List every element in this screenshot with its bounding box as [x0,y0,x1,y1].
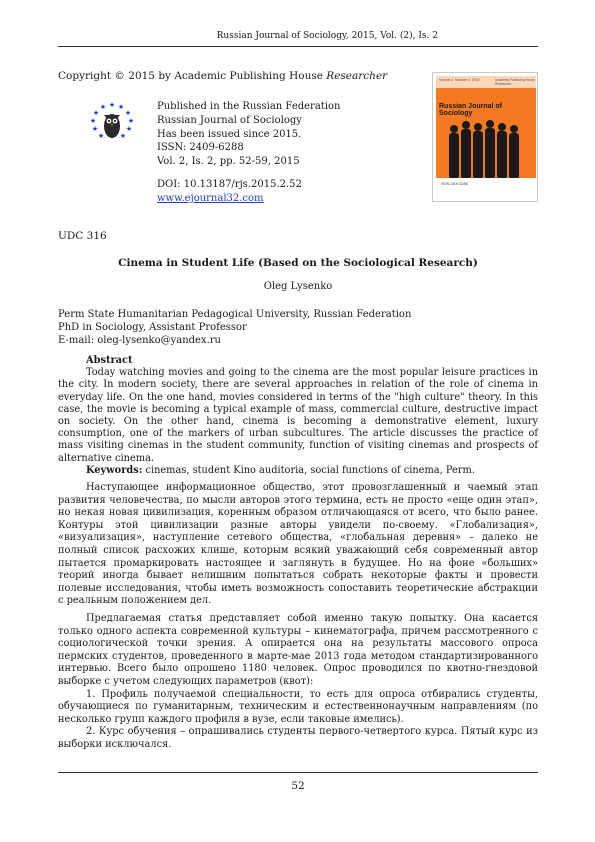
svg-text:★: ★ [124,109,132,117]
svg-text:★: ★ [125,125,133,133]
affiliation-email: E-mail: oleg-lysenko@yandex.ru [58,335,221,346]
copyright-prefix: Copyright © 2015 by Academic Publishing House [58,70,327,82]
pub-line-country: Published in the Russian Federation [157,101,341,112]
udc-code: UDC 316 [58,230,107,242]
cover-publisher: Academic Publishing House Researcher [495,78,535,86]
copyright-line [58,70,387,82]
publisher-logo-icon [88,100,136,144]
affiliation-position: PhD in Sociology, Assistant Professor [58,322,247,333]
body-paragraph: Наступающее информационное общество, этот провозглашенный и чаемый этап развития человечества, по мысли авторов этого термина, есть не просто «еще один этап», но некая новая цивилизация, коренным образом отличающаяся от всего, что было ранее. Контуры этой цивилизации разные авторы увидели по-своему. «Глобализация», «визуализация», наступление сетевого общества, «глобальная деревня» – далеко не полный список расхожих клише, которым всякий уважающий себя современный автор пытается промаркировать настоящее и заглянуть в будущее. Но на фоне «больших» теорий иногда бывает нелишним попытаться собрать некоторые факты и провести полевые исследования, чтобы иметь возможность сопоставить теоретические абстракции с реальным положением дел. [58,482,538,607]
copyright-publisher: Researcher [326,70,388,82]
body-list-item: 1. Профиль получаемой специальности, то есть для опроса отбирались студенты, обучающиеся по гуманитарным, техническим и естественнонаучным направлениям (по несколько групп каждого профиля в вузе, если таковые имелись). [58,688,538,725]
header-rule [58,46,538,47]
svg-text:★: ★ [89,117,97,125]
owl-icon [104,114,120,138]
publication-info [157,100,340,169]
pub-line-journal: Russian Journal of Sociology [157,114,302,126]
svg-text:★: ★ [97,132,105,140]
svg-text:★: ★ [117,103,125,111]
author-affiliation [58,308,411,347]
keywords-text: cinemas, student Kino auditoria, social functions of cinema, Perm. [142,464,475,476]
pub-line-volume: Vol. 2, Is. 2, pp. 52-59, 2015 [157,156,300,168]
affiliation-university: Perm State Humanitarian Pedagogical University, Russian Federation [58,309,412,320]
article-title: Cinema in Student Life (Based on the Sociological Research) [118,257,478,269]
journal-cover-image [432,72,538,202]
abstract-heading: Abstract [86,355,133,366]
running-header: Russian Journal of Sociology, 2015, Vol. (2), Is. 2 [216,31,438,41]
cover-top-line: Volume 2, Number 2, 2015 [439,78,480,82]
svg-text:★: ★ [92,109,100,117]
cover-issn: ISSN 2409-6288 [441,182,468,186]
page-number: 52 [291,780,305,792]
body-paragraph: Предлагаемая статья представляет собой именно такую попытку. Она касается только одного аспекта современной культуры – кинематографа, причем рассмотренного с социологической точки зрения. А опирается она на результаты массового опроса пермских студентов, проведенного в марте-мае 2013 года методом стандартизированного интервью. Всего было опрошено 1180 человек. Опрос проводился по квотно-гнездовой выборке с учетом следующих параметров (квот): [58,612,538,687]
footer-rule [58,772,538,773]
keywords-line [58,465,538,477]
svg-text:★: ★ [108,101,116,109]
abstract-section [58,355,538,477]
pub-line-issued: Has been issued since 2015. [157,128,302,140]
svg-text:★: ★ [91,125,99,133]
journal-website-link[interactable]: www.ejournal32.com [157,192,264,204]
article-body [58,482,538,756]
cover-title: Russian Journal of Sociology [439,103,503,117]
svg-text:★: ★ [127,117,135,125]
abstract-text: Today watching movies and going to the cinema are the most popular leisure practices in the city. In modern society, there are several approaches in relation of the role of cinema in everyday life. On the one hand, movies considered in terms of the "high culture" theory. In this case, the movie is becoming a typical example of mass, commercial culture, destructive impact on society. On the other hand, cinema is becoming a demonstrative element, luxury consumption, one of the markers of urban subcultures. The article discusses the practice of mass visiting cinemas in the student community, function of visiting cinemas and prospects of alternative cinema. [58,367,538,464]
svg-text:★: ★ [119,132,127,140]
doi-block [157,178,302,205]
svg-text:★: ★ [99,103,107,111]
doi-line: DOI: 10.13187/rjs.2015.2.52 [157,179,302,190]
article-author: Oleg Lysenko [263,281,333,292]
keywords-label: Keywords: [86,464,143,476]
pub-line-issn: ISSN: 2409-6288 [157,142,244,154]
body-list-item: 2. Курс обучения – опрашивались студенты первого-четвертого курса. Пятый курс из выборки исключался. [58,726,538,750]
